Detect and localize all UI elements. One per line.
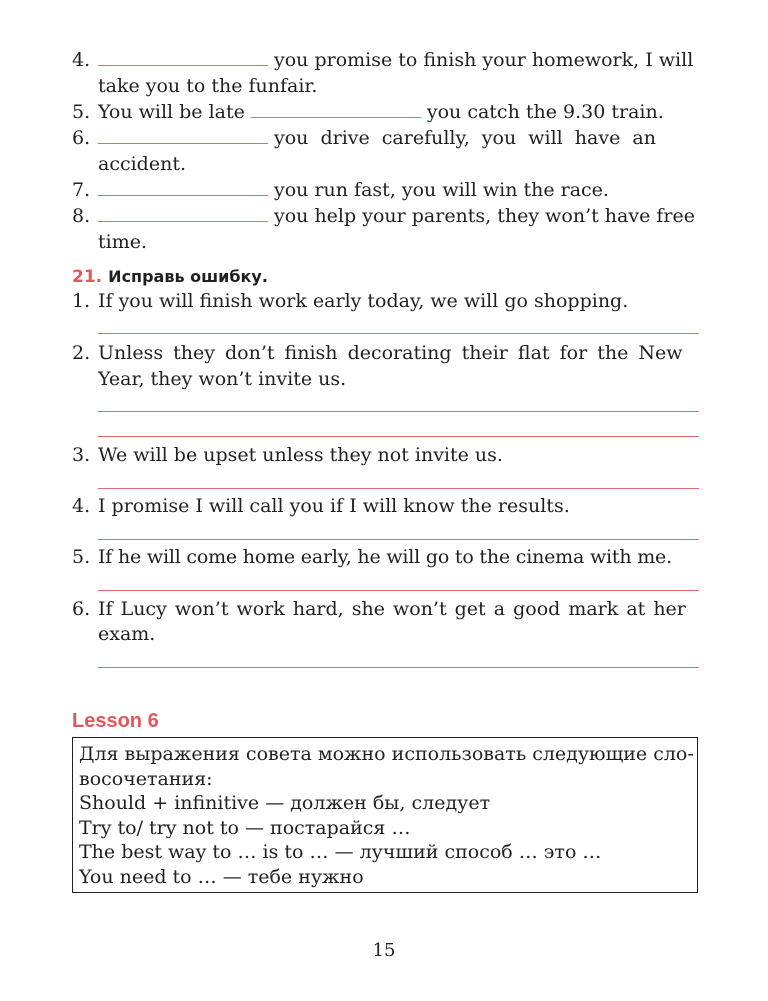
item-number: 7. xyxy=(72,179,91,201)
ex20-item-7 xyxy=(72,178,700,202)
item-number: 5. xyxy=(72,101,91,123)
ex21-item-2-cont: Year, they won’t invite us. xyxy=(98,368,347,390)
answer-line[interactable] xyxy=(98,590,699,591)
item-number: 2. xyxy=(72,342,91,364)
answer-line[interactable] xyxy=(98,488,699,489)
item-text: you run fast, you will win the race. xyxy=(274,179,609,201)
answer-line[interactable] xyxy=(98,333,699,334)
answer-line[interactable] xyxy=(98,667,699,668)
item-text-before: You will be late xyxy=(98,101,245,123)
fill-blank[interactable] xyxy=(98,127,268,144)
lesson-title: Lesson 6 xyxy=(72,710,159,732)
fill-blank[interactable] xyxy=(98,179,268,196)
ex20-item-8 xyxy=(72,204,700,228)
item-text: We will be upset unless they not invite us. xyxy=(98,444,503,466)
ex21-item-6-cont: exam. xyxy=(98,623,156,645)
item-text: you promise to finish your homework, I will xyxy=(274,49,694,71)
item-text-after: you catch the 9.30 train. xyxy=(426,101,664,123)
ex21-item-5 xyxy=(72,545,700,569)
item-text: If Lucy won’t work hard, she won’t get a good mark at her xyxy=(98,598,686,620)
answer-line[interactable] xyxy=(98,436,699,437)
ex20-item-4 xyxy=(72,48,700,72)
item-number: 1. xyxy=(72,290,91,312)
rule-line: восочетания: xyxy=(79,767,213,790)
rule-box xyxy=(72,737,698,893)
rule-line: Should + infinitive — должен бы, следует xyxy=(79,792,491,814)
ex21-item-1 xyxy=(72,289,700,313)
ex20-item-6 xyxy=(72,126,700,150)
fill-blank[interactable] xyxy=(98,49,268,66)
ex20-item-6-cont: accident. xyxy=(98,153,187,175)
exercise-instruction: Исправь ошибку. xyxy=(108,267,268,286)
item-number: 8. xyxy=(72,205,91,227)
item-number: 5. xyxy=(72,546,91,568)
item-number: 3. xyxy=(72,444,91,466)
page-number: 15 xyxy=(372,940,396,961)
item-text: Unless they don’t finish decorating their flat for the New xyxy=(98,342,683,364)
ex21-item-4 xyxy=(72,494,700,518)
rule-line: Try to/ try not to — постарайся … xyxy=(79,816,411,839)
item-text: If you will finish work early today, we will go shopping. xyxy=(98,290,629,312)
answer-line[interactable] xyxy=(98,411,699,412)
rule-line: Для выражения совета можно использовать следующие сло- xyxy=(79,743,694,765)
rule-line: You need to … — тебе нужно xyxy=(79,865,364,888)
item-text: I promise I will call you if I will know the results. xyxy=(98,495,570,517)
exercise-21-heading xyxy=(72,264,700,289)
exercise-number: 21. xyxy=(72,267,103,287)
item-number: 6. xyxy=(72,598,91,620)
ex21-item-3 xyxy=(72,443,700,467)
ex21-item-2 xyxy=(72,341,700,365)
fill-blank[interactable] xyxy=(98,205,268,222)
item-text: If he will come home early, he will go to the cinema with me. xyxy=(98,546,672,568)
item-number: 4. xyxy=(72,49,91,71)
rule-line: The best way to … is to … — лучший способ … это … xyxy=(79,841,602,863)
fill-blank[interactable] xyxy=(251,101,421,118)
item-text: you help your parents, they won’t have free xyxy=(274,205,695,227)
answer-line[interactable] xyxy=(98,539,699,540)
item-text: you drive carefully, you will have an xyxy=(274,127,656,149)
ex20-item-5 xyxy=(72,100,700,124)
item-number: 6. xyxy=(72,127,91,149)
ex20-item-8-cont: time. xyxy=(98,231,148,253)
item-number: 4. xyxy=(72,495,91,517)
ex20-item-4-cont: take you to the funfair. xyxy=(98,75,318,97)
ex21-item-6 xyxy=(72,597,700,621)
